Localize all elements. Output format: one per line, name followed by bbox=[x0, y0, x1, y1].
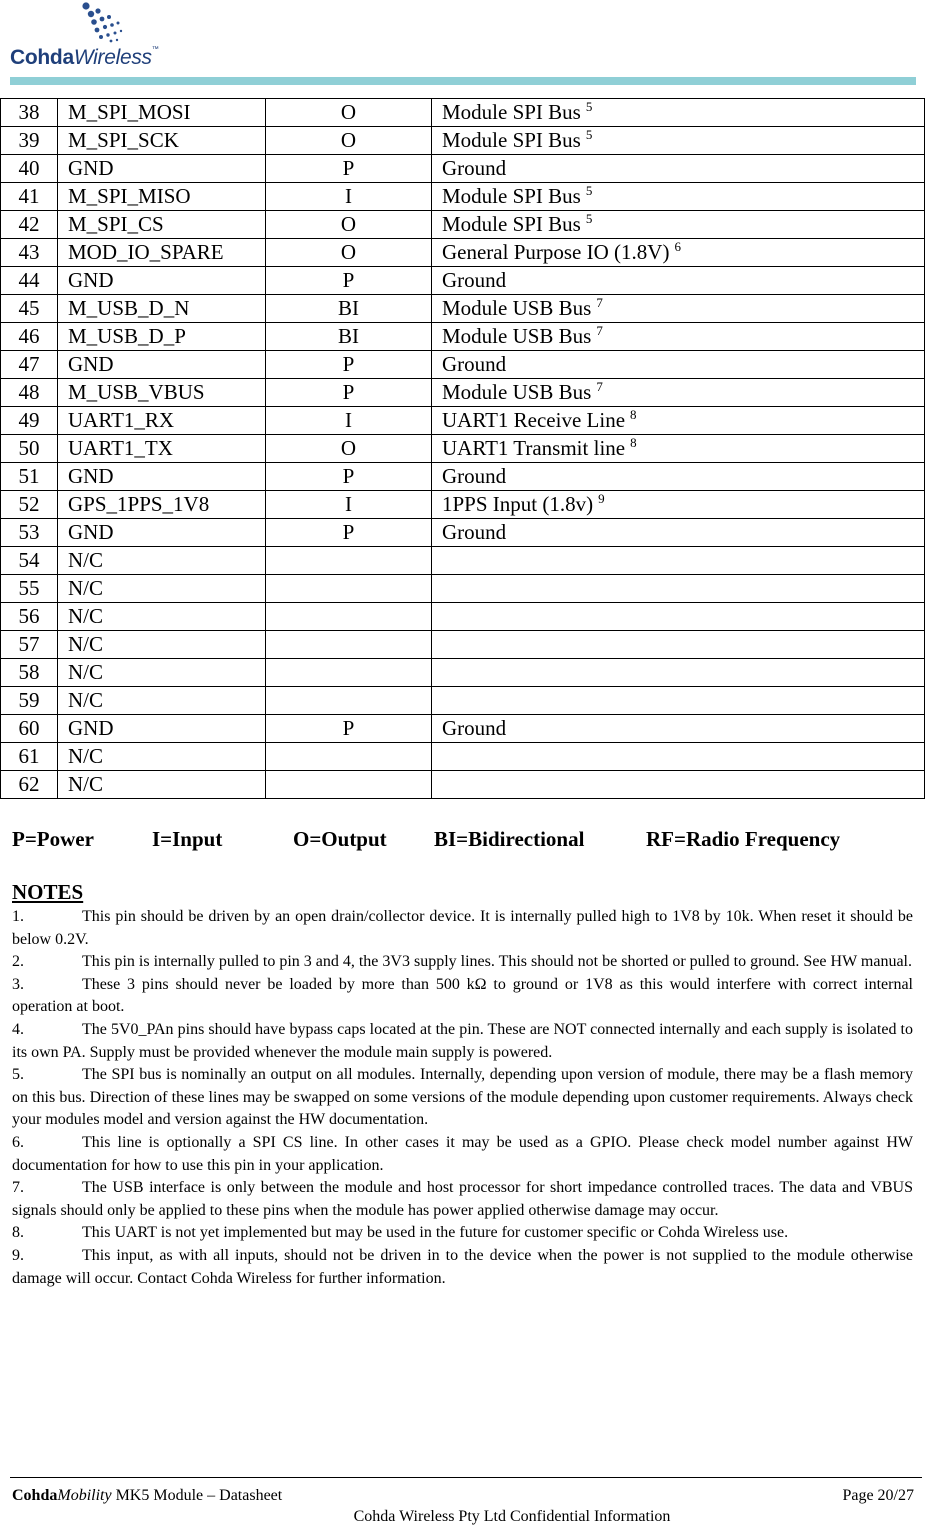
pin-name-text: UART1_TX bbox=[68, 436, 173, 460]
table-row bbox=[1, 771, 925, 799]
pin-type-text: I bbox=[345, 408, 352, 432]
note-number: 5. bbox=[12, 1066, 24, 1084]
pin-description bbox=[432, 575, 925, 603]
pin-name bbox=[58, 463, 266, 491]
note-text: These 3 pins should never be loaded by more than 500 kΩ to ground or 1V8 as this would interfere with correct internal operation at boot. bbox=[12, 975, 913, 1016]
note-text: The SPI bus is nominally an output on all modules. Internally, depending upon version of module, there may be a flash memory on this bus. Direction of these lines may be swapped on some versions of the module depending upon customer requirements. Always check your modules model and version against the HW documentation. bbox=[12, 1066, 913, 1129]
pin-name bbox=[58, 743, 266, 771]
pin-description bbox=[432, 379, 925, 407]
table-row bbox=[1, 687, 925, 715]
pin-number-text: 40 bbox=[18, 156, 40, 180]
logo-bold: Cohda bbox=[10, 46, 74, 69]
pin-number-text: 55 bbox=[18, 576, 40, 600]
pin-description bbox=[432, 295, 925, 323]
pin-type bbox=[266, 295, 432, 323]
pin-number bbox=[1, 99, 58, 127]
pin-number bbox=[1, 435, 58, 463]
pin-type bbox=[266, 659, 432, 687]
note-item bbox=[12, 951, 913, 974]
footer-product-bold: Cohda bbox=[12, 1487, 58, 1504]
note-text: The 5V0_PAn pins should have bypass caps located at the pin. These are NOT connected internally and each supply is isolated to its own PA. Supply must be provided whenever the module main supply is powered. bbox=[12, 1020, 913, 1061]
pin-description bbox=[432, 267, 925, 295]
pin-description bbox=[432, 239, 925, 267]
table-row bbox=[1, 631, 925, 659]
pin-description bbox=[432, 99, 925, 127]
pin-description-text: 1PPS Input (1.8v) bbox=[442, 492, 594, 516]
notes-list bbox=[12, 906, 913, 1290]
logo-italic: Wireless bbox=[73, 46, 152, 69]
footer-product-italic: Mobility bbox=[57, 1487, 112, 1504]
pin-type-text: O bbox=[340, 100, 357, 124]
pin-type bbox=[266, 211, 432, 239]
note-text: This line is optionally a SPI CS line. In other cases it may be used as a GPIO. Please check model number against HW documentation for how to use this pin in your application. bbox=[12, 1133, 913, 1174]
pin-description bbox=[432, 743, 925, 771]
table-row bbox=[1, 603, 925, 631]
pin-number bbox=[1, 519, 58, 547]
pin-description-text: Module SPI Bus bbox=[442, 212, 581, 236]
note-text: The USB interface is only between the module and host processor for short impedance controlled traces. The data and VBUS signals should only be applied to these pins when the module has power applied otherwise damage may occur. bbox=[12, 1179, 913, 1219]
pin-number bbox=[1, 715, 58, 743]
pin-type-text: BI bbox=[338, 296, 359, 320]
pin-description bbox=[432, 435, 925, 463]
logo-dots-icon bbox=[74, 0, 134, 46]
note-reference: 7 bbox=[596, 295, 603, 310]
note-item bbox=[12, 1064, 913, 1132]
pin-name-text: MOD_IO_SPARE bbox=[68, 240, 224, 264]
note-reference: 9 bbox=[598, 491, 605, 506]
pin-number bbox=[1, 407, 58, 435]
pin-number-text: 62 bbox=[18, 772, 40, 796]
pin-description bbox=[432, 323, 925, 351]
table-row bbox=[1, 211, 925, 239]
table-row bbox=[1, 155, 925, 183]
pin-description-text: Ground bbox=[442, 268, 507, 292]
note-text: This pin should be driven by an open drain/collector device. It is internally pulled high to 1V8 by 10k. When reset it should be below 0.2V. bbox=[12, 908, 913, 948]
legend-output: O=Output bbox=[293, 827, 387, 851]
pin-number bbox=[1, 547, 58, 575]
footer-product bbox=[12, 1487, 282, 1505]
table-row bbox=[1, 99, 925, 127]
pin-number-text: 43 bbox=[18, 240, 40, 264]
pin-number-text: 39 bbox=[18, 128, 40, 152]
footer-confidential: Cohda Wireless Pty Ltd Confidential Information bbox=[353, 1508, 671, 1525]
pin-type bbox=[266, 743, 432, 771]
pin-name bbox=[58, 687, 266, 715]
pin-description-text: Ground bbox=[442, 352, 507, 376]
note-item bbox=[12, 1177, 913, 1222]
note-item bbox=[12, 906, 913, 951]
pin-name-text: GND bbox=[68, 520, 114, 544]
pin-name bbox=[58, 771, 266, 799]
pin-number bbox=[1, 267, 58, 295]
pin-type-text: P bbox=[342, 520, 355, 544]
note-item bbox=[12, 1222, 913, 1245]
table-row bbox=[1, 435, 925, 463]
pin-type-text: I bbox=[345, 492, 352, 516]
pin-type-text: P bbox=[342, 268, 355, 292]
pin-name-text: GND bbox=[68, 268, 114, 292]
pin-number bbox=[1, 631, 58, 659]
note-number: 3. bbox=[12, 975, 24, 993]
pin-number-text: 48 bbox=[18, 380, 40, 404]
pin-type bbox=[266, 491, 432, 519]
note-number: 9. bbox=[12, 1246, 24, 1264]
pin-name-text: M_USB_D_N bbox=[68, 296, 190, 320]
pin-name bbox=[58, 631, 266, 659]
pin-type bbox=[266, 435, 432, 463]
pin-number-text: 53 bbox=[18, 520, 40, 544]
pin-description-text: Ground bbox=[442, 464, 507, 488]
pin-type bbox=[266, 715, 432, 743]
footer-rule bbox=[10, 1477, 922, 1478]
pin-type-text: I bbox=[345, 184, 352, 208]
pin-number-text: 52 bbox=[18, 492, 40, 516]
legend-bidirectional: BI=Bidirectional bbox=[434, 827, 585, 851]
table-row bbox=[1, 547, 925, 575]
pin-number bbox=[1, 603, 58, 631]
table-row bbox=[1, 659, 925, 687]
pin-description bbox=[432, 491, 925, 519]
table-row bbox=[1, 379, 925, 407]
pin-name bbox=[58, 127, 266, 155]
pin-name bbox=[58, 575, 266, 603]
pin-name bbox=[58, 407, 266, 435]
pin-description bbox=[432, 631, 925, 659]
pin-description-text: General Purpose IO (1.8V) bbox=[442, 240, 670, 264]
table-row bbox=[1, 351, 925, 379]
pin-number-text: 50 bbox=[18, 436, 40, 460]
pin-number-text: 38 bbox=[18, 100, 40, 124]
pin-type-text: O bbox=[340, 436, 357, 460]
pin-description-text: Module SPI Bus bbox=[442, 100, 581, 124]
pin-name-text: M_SPI_CS bbox=[68, 212, 164, 236]
pin-type-text: P bbox=[342, 380, 355, 404]
pin-name-text: N/C bbox=[68, 688, 104, 712]
note-number: 8. bbox=[12, 1224, 24, 1242]
pin-number-text: 51 bbox=[18, 464, 40, 488]
pin-type bbox=[266, 575, 432, 603]
pin-description bbox=[432, 687, 925, 715]
pin-type bbox=[266, 99, 432, 127]
note-item bbox=[12, 974, 913, 1019]
pin-name bbox=[58, 211, 266, 239]
pin-type bbox=[266, 519, 432, 547]
pin-type-text: O bbox=[340, 212, 357, 236]
pin-name bbox=[58, 547, 266, 575]
pin-type-text: P bbox=[342, 352, 355, 376]
pin-number bbox=[1, 491, 58, 519]
pin-type bbox=[266, 127, 432, 155]
notes-title: NOTES bbox=[12, 880, 84, 904]
pin-name-text: GND bbox=[68, 464, 114, 488]
pin-name bbox=[58, 183, 266, 211]
table-row bbox=[1, 323, 925, 351]
pin-description bbox=[432, 463, 925, 491]
pin-type bbox=[266, 267, 432, 295]
pin-name-text: N/C bbox=[68, 604, 104, 628]
table-row bbox=[1, 127, 925, 155]
pin-description bbox=[432, 547, 925, 575]
pin-name-text: GND bbox=[68, 716, 114, 740]
pin-type-text: P bbox=[342, 716, 355, 740]
pin-name bbox=[58, 715, 266, 743]
pin-number-text: 57 bbox=[18, 632, 40, 656]
pin-description-text: Module SPI Bus bbox=[442, 128, 581, 152]
pin-number bbox=[1, 743, 58, 771]
pin-description-text: Module USB Bus bbox=[442, 296, 592, 320]
table-row bbox=[1, 575, 925, 603]
note-text: This pin is internally pulled to pin 3 and 4, the 3V3 supply lines. This should not be shorted or pulled to ground. See HW manual. bbox=[82, 953, 912, 971]
note-reference: 5 bbox=[585, 127, 593, 142]
table-row bbox=[1, 519, 925, 547]
pin-type bbox=[266, 771, 432, 799]
pin-name bbox=[58, 491, 266, 519]
pin-description-text: UART1 Transmit line bbox=[442, 436, 626, 460]
pin-description bbox=[432, 659, 925, 687]
table-row bbox=[1, 463, 925, 491]
note-text: This input, as with all inputs, should not be driven in to the device when the power is not supplied to the module otherwise damage will occur. Contact Cohda Wireless for further information. bbox=[12, 1246, 913, 1287]
page-number: Page 20/27 bbox=[842, 1487, 914, 1504]
note-item bbox=[12, 1132, 913, 1177]
pin-number bbox=[1, 127, 58, 155]
pin-number-text: 56 bbox=[18, 604, 40, 628]
table-row bbox=[1, 407, 925, 435]
pin-type bbox=[266, 631, 432, 659]
pin-number-text: 60 bbox=[18, 716, 40, 740]
pin-number-text: 41 bbox=[18, 184, 40, 208]
pin-number bbox=[1, 687, 58, 715]
pin-name bbox=[58, 659, 266, 687]
pin-number-text: 54 bbox=[18, 548, 40, 572]
note-reference: 6 bbox=[674, 239, 681, 254]
table-row bbox=[1, 491, 925, 519]
note-reference: 7 bbox=[596, 379, 603, 394]
pin-number bbox=[1, 771, 58, 799]
table-row bbox=[1, 743, 925, 771]
cohda-wireless-logo bbox=[10, 0, 190, 72]
header-accent-rule bbox=[10, 77, 916, 85]
note-text: This UART is not yet implemented but may be used in the future for customer specific or Cohda Wireless use. bbox=[82, 1224, 789, 1242]
logo-wordmark bbox=[10, 46, 158, 70]
pin-description bbox=[432, 603, 925, 631]
legend-power: P=Power bbox=[12, 827, 94, 851]
pin-name bbox=[58, 99, 266, 127]
pin-description bbox=[432, 211, 925, 239]
pin-type bbox=[266, 239, 432, 267]
pin-number bbox=[1, 463, 58, 491]
pin-name-text: GPS_1PPS_1V8 bbox=[68, 492, 210, 516]
note-item bbox=[12, 1245, 913, 1290]
pin-number-text: 42 bbox=[18, 212, 40, 236]
pin-number-text: 44 bbox=[18, 268, 40, 292]
table-row bbox=[1, 267, 925, 295]
pin-number bbox=[1, 239, 58, 267]
pin-type-text: P bbox=[342, 464, 355, 488]
pin-number bbox=[1, 379, 58, 407]
pin-description bbox=[432, 183, 925, 211]
pin-name-text: M_SPI_SCK bbox=[68, 128, 179, 152]
pin-number bbox=[1, 295, 58, 323]
note-reference: 5 bbox=[585, 211, 593, 226]
pin-name bbox=[58, 603, 266, 631]
pin-description-text: Ground bbox=[442, 156, 507, 180]
pin-description-text: UART1 Receive Line bbox=[442, 408, 626, 432]
note-number: 7. bbox=[12, 1179, 24, 1197]
pin-name bbox=[58, 519, 266, 547]
pin-name-text: M_SPI_MISO bbox=[68, 184, 191, 208]
pin-number-text: 45 bbox=[18, 296, 40, 320]
pin-description-text: Module SPI Bus bbox=[442, 184, 581, 208]
pin-type-text: O bbox=[340, 240, 357, 264]
pin-description bbox=[432, 127, 925, 155]
pin-name-text: N/C bbox=[68, 744, 104, 768]
pin-description-text: Ground bbox=[442, 716, 507, 740]
pin-name-text: N/C bbox=[68, 660, 104, 684]
pin-number-text: 46 bbox=[18, 324, 40, 348]
pin-table-body bbox=[1, 99, 925, 799]
pin-type bbox=[266, 603, 432, 631]
pin-name bbox=[58, 379, 266, 407]
pin-number-text: 58 bbox=[18, 660, 40, 684]
pin-name bbox=[58, 295, 266, 323]
legend-rf: RF=Radio Frequency bbox=[646, 827, 841, 851]
pin-number bbox=[1, 183, 58, 211]
table-row bbox=[1, 183, 925, 211]
note-reference: 7 bbox=[596, 323, 603, 338]
pin-name-text: M_USB_D_P bbox=[68, 324, 186, 348]
pin-number bbox=[1, 351, 58, 379]
pin-name bbox=[58, 267, 266, 295]
pin-name-text: UART1_RX bbox=[68, 408, 175, 432]
logo-trademark: ™ bbox=[151, 46, 159, 53]
note-reference: 8 bbox=[630, 435, 637, 450]
pin-description bbox=[432, 519, 925, 547]
note-item bbox=[12, 1019, 913, 1064]
pin-description bbox=[432, 407, 925, 435]
pin-name bbox=[58, 435, 266, 463]
pin-number bbox=[1, 659, 58, 687]
pin-type bbox=[266, 379, 432, 407]
pin-table bbox=[0, 98, 925, 799]
pin-name bbox=[58, 323, 266, 351]
pin-type bbox=[266, 547, 432, 575]
pin-name-text: N/C bbox=[68, 548, 104, 572]
note-reference: 8 bbox=[630, 407, 637, 422]
note-number: 1. bbox=[12, 908, 24, 925]
note-reference: 5 bbox=[585, 183, 593, 198]
pin-type bbox=[266, 351, 432, 379]
pin-name bbox=[58, 155, 266, 183]
pin-type bbox=[266, 183, 432, 211]
pin-number bbox=[1, 323, 58, 351]
pin-number-text: 61 bbox=[18, 744, 40, 768]
pin-description bbox=[432, 351, 925, 379]
note-reference: 5 bbox=[585, 99, 593, 114]
pin-name bbox=[58, 239, 266, 267]
footer-product-rest: MK5 Module – Datasheet bbox=[111, 1487, 283, 1504]
pin-name-text: N/C bbox=[68, 772, 104, 796]
pin-type-text: O bbox=[340, 128, 357, 152]
pin-number-text: 47 bbox=[18, 352, 40, 376]
pin-description-text: Module USB Bus bbox=[442, 324, 592, 348]
pin-description-text: Module USB Bus bbox=[442, 380, 592, 404]
pin-description bbox=[432, 715, 925, 743]
table-row bbox=[1, 239, 925, 267]
pin-description-text: Ground bbox=[442, 520, 507, 544]
pin-name-text: GND bbox=[68, 156, 114, 180]
note-number: 6. bbox=[12, 1133, 24, 1151]
pin-type bbox=[266, 323, 432, 351]
pin-number-text: 49 bbox=[18, 408, 40, 432]
note-number: 4. bbox=[12, 1020, 24, 1038]
pin-number bbox=[1, 211, 58, 239]
table-row bbox=[1, 715, 925, 743]
pin-description bbox=[432, 771, 925, 799]
pin-number-text: 59 bbox=[18, 688, 40, 712]
pin-name-text: M_USB_VBUS bbox=[68, 380, 205, 404]
pin-description bbox=[432, 155, 925, 183]
pin-type bbox=[266, 687, 432, 715]
pin-name-text: N/C bbox=[68, 576, 104, 600]
pin-name-text: N/C bbox=[68, 632, 104, 656]
legend-input: I=Input bbox=[152, 827, 223, 851]
pin-type bbox=[266, 407, 432, 435]
pin-type bbox=[266, 155, 432, 183]
pin-name-text: M_SPI_MOSI bbox=[68, 100, 191, 124]
pin-type-text: BI bbox=[338, 324, 359, 348]
pin-name bbox=[58, 351, 266, 379]
table-row bbox=[1, 295, 925, 323]
pin-number bbox=[1, 575, 58, 603]
pin-name-text: GND bbox=[68, 352, 114, 376]
pin-type-text: P bbox=[342, 156, 355, 180]
note-number: 2. bbox=[12, 953, 24, 971]
pin-type bbox=[266, 463, 432, 491]
pin-number bbox=[1, 155, 58, 183]
